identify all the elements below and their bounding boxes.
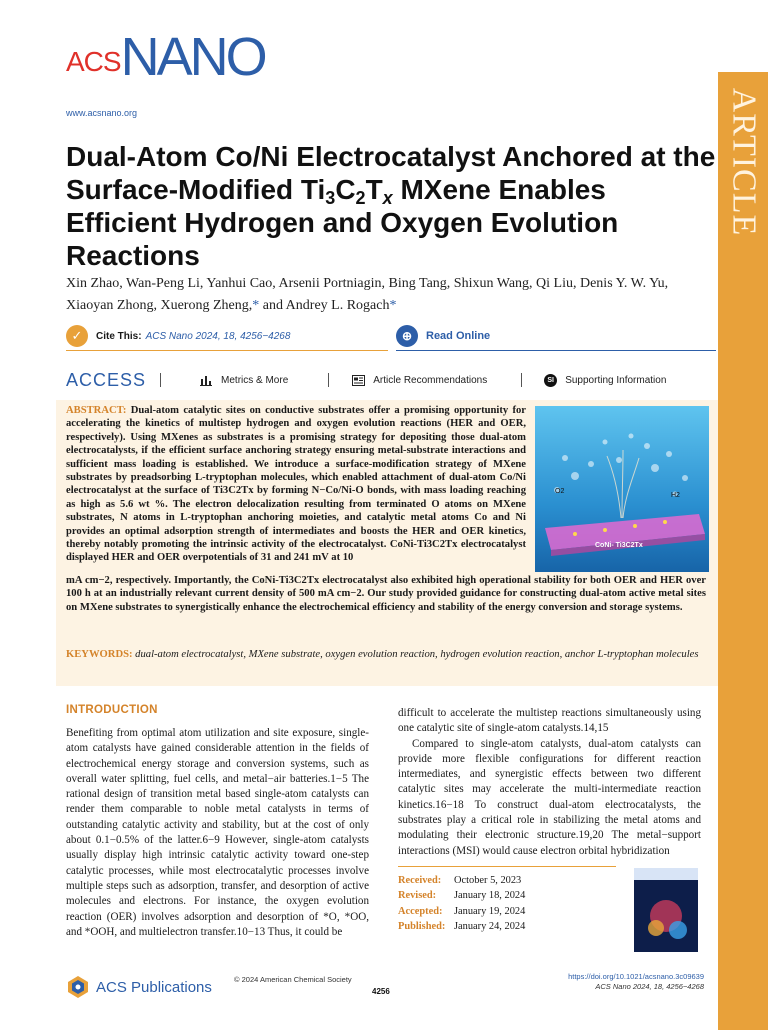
toc-label-material: CoNi- Ti3C2Tx: [595, 542, 643, 549]
article-side-tab: [718, 72, 768, 1030]
supporting-information-button[interactable]: SI Supporting Information: [544, 374, 666, 387]
toc-graphic[interactable]: [535, 406, 709, 572]
paragraph: Compared to single-atom catalysts, dual-atom catalysts can provide more flexible configurations for different reaction intermediates, and synergistic effects between two different catalytic sites may accelerate the multi-intermediate reaction kinetics.16−18 To construct dual-atom electrocatalysts, the substrates play a critical role in stabilizing the metal atoms and modulating their electronic structure.19,20 The metal−support interactions (MSI) would cause electron orbital hybridization: [398, 737, 701, 857]
cite-label: Cite This:: [96, 330, 142, 342]
journal-url-link[interactable]: www.acsnano.org: [66, 108, 138, 118]
logo-acs-text: ACS: [66, 46, 121, 77]
corresponding-author-mark[interactable]: *: [389, 298, 397, 313]
abstract-text: ABSTRACT: Dual-atom catalytic sites on conductive substrates offer a promising opportunity for accelerating the kinetics of multistep hydrogen and oxygen evolution reactions (HER and OER, respectively). Using MXenes as substrates is a promising strategy for depositing those dual-atom electrocatalysts, if the efficient surface anchoring strategy ensuring metal-substrate interactions and sufficient mass loading is established. We introduce a surface-modification strategy of MXene substrates by preadsorbing L-tryptophan molecules, which enabled attachment of dual-atom Co/Ni electrocatalyst at the surface of Ti3C2Tx by forming N−Co/Ni-O bonds, with mass loading reaching as high as 5.6 wt %. The electron delocalization resulting from terminated O atoms on MXene substrates, N atoms in L-tryptophan anchoring moieties, and catalytic metal atoms Co and Ni provides an optimal adsorption strength of intermediates and boosts the HER and OER kinetics, thereby notably promoting the intrinsic activity of the electrocatalyst. CoNi-Ti3C2Tx electrocatalyst displayed HER and OER overpotentials of 31 and 241 mV at 10: [66, 405, 526, 564]
access-label: ACCESS: [66, 369, 147, 390]
si-icon: SI: [544, 374, 557, 387]
read-online-button[interactable]: [396, 322, 716, 351]
author-list: Xin Zhao, Wan-Peng Li, Yanhui Cao, Arsenii Portniagin, Bing Tang, Shixun Wang, Qi Liu, Denis Y. W. Yu, Xiaoyan Zhong, Xuerong Zheng,* and Andrey L. Rogach*: [66, 276, 669, 313]
access-bar: [66, 366, 716, 394]
keywords-label: KEYWORDS:: [66, 649, 133, 660]
copyright-notice: © 2024 American Chemical Society: [234, 975, 352, 984]
body-column-right: [398, 706, 701, 859]
toc-label-o2: O2: [555, 488, 565, 495]
toc-label-h2: H2: [671, 492, 680, 499]
abstract-label: ABSTRACT:: [66, 405, 127, 416]
article-recommendations-button[interactable]: Article Recommendations: [351, 374, 487, 386]
read-online-label: Read Online: [426, 330, 491, 342]
corresponding-author-mark[interactable]: *: [252, 298, 260, 313]
page-number: 4256: [372, 987, 390, 996]
globe-icon: ⊕: [396, 325, 418, 347]
abstract-text-continued: mA cm−2, respectively. Importantly, the CoNi-Ti3C2Tx electrocatalyst also exhibited high operational stability for both OER and HER over 100 h at an industrially relevant current density of 500 mA cm−2. Our study provided guidance for constructing dual-atom active metal sites on MXene substrates to synergistically enhance the electrochemical efficiency and stability of the energy conversion and storage systems.: [66, 575, 706, 613]
cite-this-bar[interactable]: [66, 322, 388, 351]
journal-logo: [66, 27, 265, 87]
date-row: Revised: January 18, 2024: [398, 890, 526, 902]
footer-citation: ACS Nano 2024, 18, 4256−4268: [595, 982, 704, 991]
bar-chart-icon: [199, 374, 213, 386]
paragraph: difficult to accelerate the multistep reactions simultaneously using one catalytic site of single-atom catalysts.14,15: [398, 707, 701, 735]
doi-link[interactable]: https://doi.org/10.1021/acsnano.3c09639: [568, 972, 704, 981]
document-icon: [351, 374, 365, 386]
section-heading-introduction: INTRODUCTION: [66, 704, 158, 716]
date-row: Received: October 5, 2023: [398, 875, 522, 886]
metrics-button[interactable]: Metrics & More: [199, 374, 288, 386]
checkmark-icon: ✓: [66, 325, 88, 347]
divider: [328, 373, 329, 387]
acs-hexagon-icon: [66, 975, 90, 999]
publication-dates: [398, 866, 616, 934]
acs-publications-logo[interactable]: ACS Publications: [66, 975, 212, 999]
article-title: Dual-Atom Co/Ni Electrocatalyst Anchored at the Surface-Modified $Ti_3C_2T_x$ MXene Enables Efficient Hydrogen and Oxygen Evolution Reactions: [66, 141, 716, 271]
divider: [521, 373, 522, 387]
date-row: Published: January 24, 2024: [398, 920, 526, 932]
date-row: Accepted: January 19, 2024: [398, 905, 526, 917]
doi-block: [500, 972, 704, 992]
citation-link[interactable]: ACS Nano 2024, 18, 4256−4268: [145, 330, 291, 342]
logo-nano-text: NANO: [120, 27, 265, 87]
body-column-left: [66, 726, 369, 940]
journal-cover-thumbnail[interactable]: [634, 868, 698, 952]
paragraph: Benefiting from optimal atom utilization and site exposure, single-atom catalysts have gained considerable attention in the fields of electrochemical energy storage and conversion systems, such as overall water splitting, fuel cells, and metal−air batteries.1−5 The rational design of transition metal based single-atom catalysts can render them comparable to noble metal catalysts in terms of outstanding catalytic activity and stability, but at the cost of only about 0.1−0.5% of the latter.6−9 However, single-atom catalysts usually display high intrinsic catalytic activity toward one-step catalytic processes, while most electrocatalytic processes involve multiple steps such as adsorption, transfer, and desorption of active molecules and electrons. For instance, the oxygen evolution reaction (OER) involves adsorption and desorption of *O, *OO, and *OOH, and multielectron transfer.10−13 Thus, it could be: [66, 727, 369, 938]
divider: [160, 373, 161, 387]
keywords: KEYWORDS: dual-atom electrocatalyst, MXene substrate, oxygen evolution reaction, hydrogen evolution reaction, anchor L-tryptophan molecules: [66, 649, 699, 660]
side-tab-label: ARTICLE: [725, 87, 762, 237]
